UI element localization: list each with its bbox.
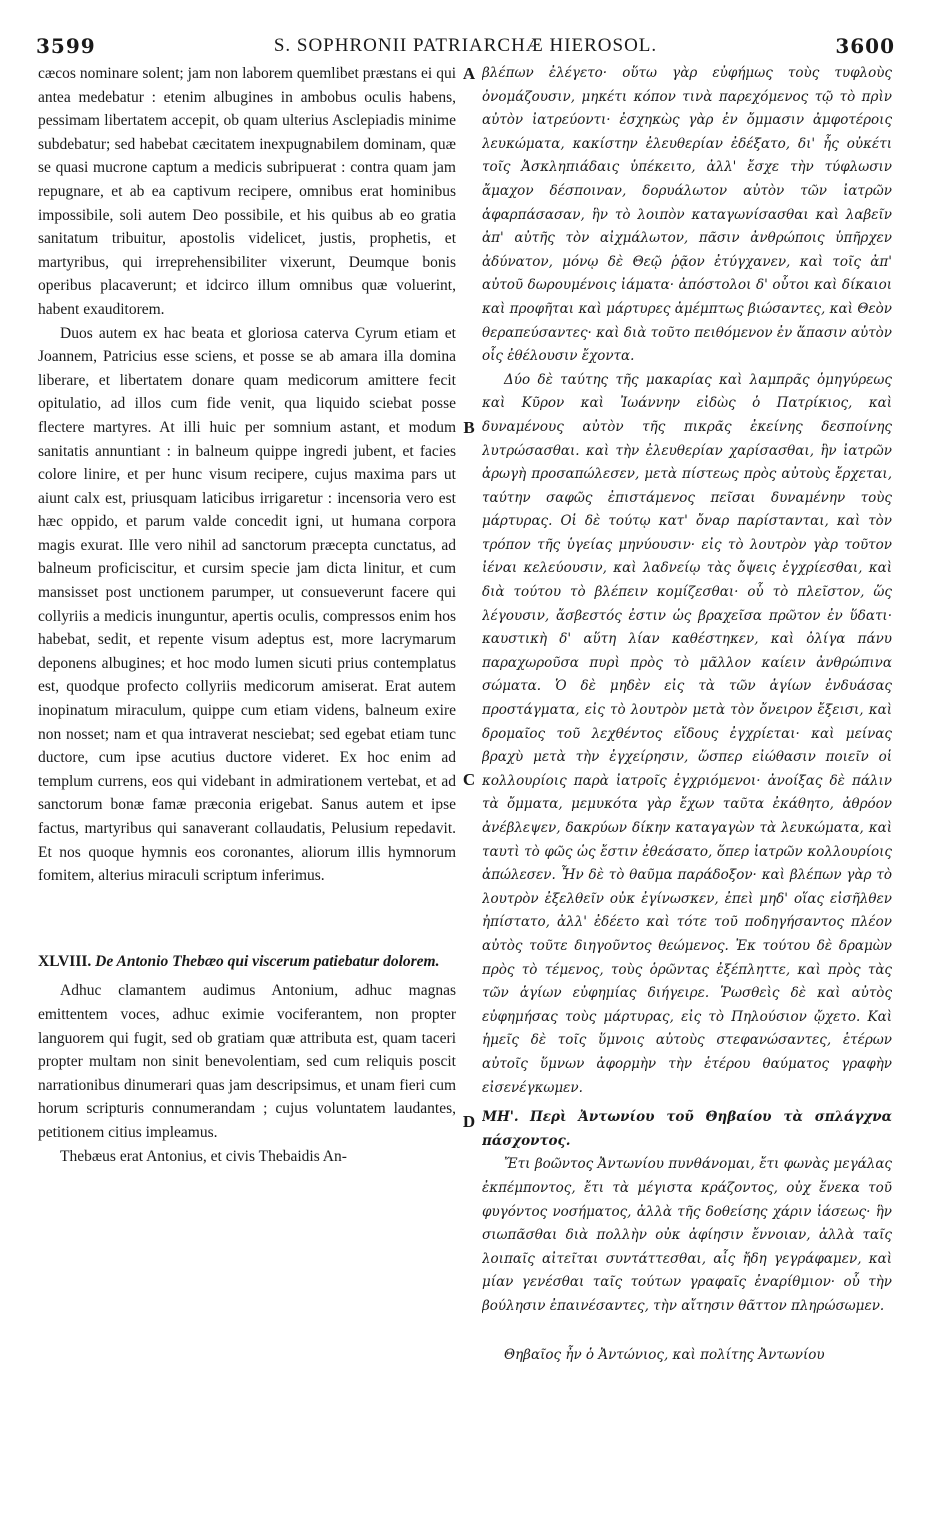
margin-marker-d: D <box>462 1112 476 1131</box>
latin-column <box>38 62 456 1168</box>
latin-paragraph: Duos autem ex hac beata et gloriosa caterva Cyrum etiam et Joannem, Patricius esse sciens, et posse se ab amara illa domina liberare, et libertatem donare quam medicorum amittere fecit opitulatio, ad illos cum fide venit, qua liquido sciebat posse flectere martyres. At illi huic per somnium astant, et modum sanitatis annuntiant : in balneum quippe ingredi jubent, et facies colore linire, et per hunc visum recipere, cujus maxima pars ut aiunt calx est, priusquam laticibus irrigaretur : incensoria vero est hæc oppido, et parum valde concedit igni, ut humana corpora magis exurat. Ille vero nihil ad sanctorum præcepta cunctatus, ad balneum proficiscitur, et cursim specie jam dicta linitur, et cum mansisset post unctionem parumper, ut consueverunt facere qui collyriis a medicis inunguntur, apertis oculis, compressos enim hos habebat, sedit, et repente visum adeptus est, more lacrymarum deponens albugines; et hoc modo lumen sicuti prius contemplatus est, quodque profecto collyriis medicorum amiserat. Erat autem inopinatum miraculum, quippe cum etiam videns, balneum exire non nosset; nam et qua intraverat nesciebat; sed egebat etiam tunc ductore, cum ipse acutius ductore videret. Ex hoc enim ad templum currens, eos qui videbant in admirationem vertebat, et ad sanctorum bonæ famæ præconia erigebat. Sanus autem et ipse factus, martyribus qui sanaverant collaudatis, Pelusium repedavit. Et nos quoque hymnis eos coronantes, aliorum illis hymnorum fomitem, alterius miraculi scriptum inferimus. <box>38 324 456 885</box>
section-spacer <box>38 888 456 950</box>
section-number: ΜΗ'. <box>482 1109 519 1126</box>
page-number-left: 3599 <box>36 34 96 58</box>
running-title: S. SOPHRONII PATRIARCHÆ HIEROSOL. <box>273 35 658 56</box>
latin-paragraph: Adhuc clamantem audimus Antonium, adhuc magnas emittentem voces, adhuc eximie vociferantem, non propter languorem qui fugit, sed ob gratiam quæ attributa est, quam taceri propter multam non sinit benevolentiam, sed cum reliquis poscit narrationibus dinumerari quas jam descripsimus, et unam fieri cum horum scripturis connumerandam ; cujus voluntatem laudantes, petitionem citius impleamus. <box>38 982 456 1141</box>
section-title: Περὶ Ἀντωνίου τοῦ Θηβαίου τὰ σπλάγχνα πάσχοντος. <box>482 1109 892 1149</box>
page-header <box>36 32 895 60</box>
section-heading-latin <box>38 950 456 974</box>
greek-paragraph: Ἔτι βοῶντος Ἀντωνίου πυνθάνομαι, ἔτι φωνὰς μεγάλας ἐκπέμποντος, ἔτι τὰ μέγιστα κράζοντος, οὐχ ἕνεκα τοῦ φυγόντος νοσήματος, ἀλλὰ τῆς δοθείσης χάριν ἰάσεως· ἣν σιωπᾶσθαι διὰ πολλὴν οὐκ ἀφίησιν ἔννοιαν, ἀλλὰ ταῖς λοιπαῖς αἰτεῖται συντάττεσθαι, αἷς ἤδη γεγράφαμεν, καὶ μίαν γενέσθαι ταῖς τούτων γραφαῖς ἐναρίθμιον· οὗ τὴν βούλησιν ἐπαινέσαντες, τὴν αἴτησιν θᾶττον πληρώσωμεν. <box>482 1156 892 1314</box>
section-number: XLVIII. <box>38 952 92 970</box>
section-title: De Antonio Thebæo qui viscerum patiebatur dolorem. <box>95 952 440 970</box>
page-number-right: 3600 <box>835 34 895 58</box>
margin-marker-c: C <box>462 770 476 789</box>
greek-paragraph: βλέπων ἐλέγετο· οὕτω γὰρ εὐφήμως τοὺς τυφλοὺς ὀνομάζουσιν, μηκέτι κόπον τινὰ παρεχόμενος τῷ τὸ πρὶν αὐτὸν ἰατρεύοντι· ἐσχηκὼς γὰρ ἐν ὄμμασιν ἀμφοτέροις λευκώματα, κακίστην ἐλευθερίαν ἐδέξατο, δι' ἧς οὐκέτι τοῖς Ἀσκληπιάδαις ὑπέκειτο, ἀλλ' ἔσχε τὴν τύφλωσιν ἄμαχον δέσποιναν, δορυάλωτον αὐτὸν τῶν ἰατρῶν ἁφαρπάσασαν, ἣν τὸ λοιπὸν καταγωνίσασθαι καὶ λαβεῖν ἀπ' αὐτῆς τὸν αἰχμάλωτον, πᾶσιν ἀνθρώποις ὑπῆρχεν ἀδύνατον, μόνῳ δὲ Θεῷ ῥᾷον ἐτύγχανεν, καὶ τοῖς ἀπ' αὐτοῦ δωρουμένοις ἰάματα· ἀπόστολοι δ' οὗτοι καὶ δίκαιοι καὶ προφῆται καὶ μάρτυρες ἀμέμπτως βιώσαντες, καὶ Θεὸν θεραπεύσαντες· καὶ διὰ τοῦτο πειθόμενον ἐν ἅπασιν αὐτὸν οἷς ἐθέλουσιν ἔχοντα. <box>482 65 892 365</box>
section-heading-greek <box>482 1106 892 1153</box>
margin-marker-a: A <box>462 64 476 83</box>
margin-marker-b: B <box>463 418 475 437</box>
greek-paragraph: Δύο δὲ ταύτης τῆς μακαρίας καὶ λαμπρᾶς ὁμηγύρεως καὶ Κῦρον καὶ Ἰωάννην εἰδὼς ὁ Πατρίκιος, καὶ δυναμένους αὐτὸν τῆς πικρᾶς ἐκείνης δεσποίνης λυτρώσασθαι. καὶ τὴν ἐλευθερίαν χαρίσασθαι, ἣν ἰατρῶν ἀρωγὴ προσαπώλεσεν, μετὰ πίστεως πρὸς αὐτοὺς ἔρχεται, ταύτην σαφῶς ἐπιστάμενος πεῖσαι δυναμένην τοὺς μάρτυρας. Οἱ δὲ τούτῳ κατ' ὄναρ παρίστανται, καὶ τὸν τρόπον τῆς ὑγείας μηνύουσιν· εἰς τὸ λουτρὸν γὰρ τοῦτον ἰέναι κελεύουσιν, καὶ λαδνείῳ τὰς ὄψεις ἐγχρίεσθαι, καὶ διὰ τούτου τὸ βλέπειν κομίζεσθαι· οὗ τὸ πλεῖστον, ὥς λέγουσιν, ἄσβεστός ἐστιν ὡς βραχεῖσα πρῶτον ἐν ὕδατι· καυστικὴ δ' αὕτη λίαν καθέστηκεν, καὶ ὀλίγα πάνυ παραχωροῦσα πυρὶ πρὸς τὸ μᾶλλον καίειν ἀνθρώπινα σώματα. Ὁ δὲ μηδὲν εἰς τὰ τῶν ἁγίων ἐνδυάσας προστάγματα, εἰς τὸ λουτρὸν μετὰ τὸν ὄνειρον ἔξεισι, καὶ δρομαῖος τοῦ λεχθέντος εἴδους ἐγχρίεται· καὶ μείνας βραχὺ μετὰ τὴν ἐγχείρησιν, ὥσπερ εἰώθασιν ποιεῖν οἱ κολλουρίοις παρὰ ἰατροῖς ἐγχριόμενοι· ἀνοίξας δὲ πάλιν τὰ ὄμματα, μεμυκότα γὰρ ἔχων ταῦτα ἐκάθητο, ἀθρόον ἀνέβλεψεν, δακρύων δίκην καταγαγὼν τὰ λευκώματα, καὶ ταυτὶ τὸ φῶς ὡς ἔστιν ἐθεάσατο, ὅπερ ἰατρῶν κολλουρίοις ἀπώλεσεν. Ἦν δὲ τὸ θαῦμα παράδοξον· καὶ βλέπων γὰρ τὸ λουτρὸν ἐξελθεῖν οὐκ ἐγίνωσκεν, ἐπεὶ μηδ' οἵας εἰσῆλθεν ἠπίστατο, ἀλλ' ἐδέετο καὶ τότε τοῦ ποδηγήσαντος πλέον αὐτὸς τοῦτε διηγοῦντος θεώμενος. Ἐκ τούτου δὲ δραμὼν πρὸς τὸ τέμενος, τοὺς ὁρῶντας ἐξέπληττε, καὶ πρὸς τὰς τῶν ἁγίων εὐφημίας διήγειρε. Ῥωσθεὶς δὲ καὶ αὐτὸς εὐφημήσας τοὺς μάρτυρας, εἰς τὸ Πηλούσιον ᾤχετο. Καὶ ἡμεῖς δὲ τοῖς ὕμνοις αὐτοὺς στεφανώσαντες, ἑτέρων αὐτοῖς ὕμνων ἀφορμὴν τὴν ἑτέρου θαύματος γραφὴν εἰσενέγκωμεν. <box>482 371 892 1096</box>
latin-paragraph: Thebæus erat Antonius, et civis Thebaidis An- <box>60 1147 347 1165</box>
greek-column <box>482 62 892 1368</box>
greek-paragraph: Θηβαῖος ἦν ὁ Ἀντώνιος, καὶ πολίτης Ἀντωνίου <box>504 1347 825 1364</box>
latin-paragraph: cæcos nominare solent; jam non laborem quemlibet præstans ei qui antea medebatur : etenim albugines in ambobus oculis habens, pessimam libertatem accepit, ob quam ulterius Asclepiadis minime subdebatur; sed habebat cæcitatem inexpugnabilem dominam, quæ se quasi mucrone captum a medicis subripuerat : contra quam jam repugnare, et ab ea captivum recipere, omnibus erat hominibus impossibile, soli autem Deo possibile, et his quibus ab eo gratia sanitatum tribuitur, apostolis videlicet, justis, prophetis, et martyribus, qui irreprehensibiliter vixerunt, Deumque bonis operibus placaverunt; et idcirco illum omnibus quæ voluerint, habent exauditorem. <box>38 65 456 318</box>
